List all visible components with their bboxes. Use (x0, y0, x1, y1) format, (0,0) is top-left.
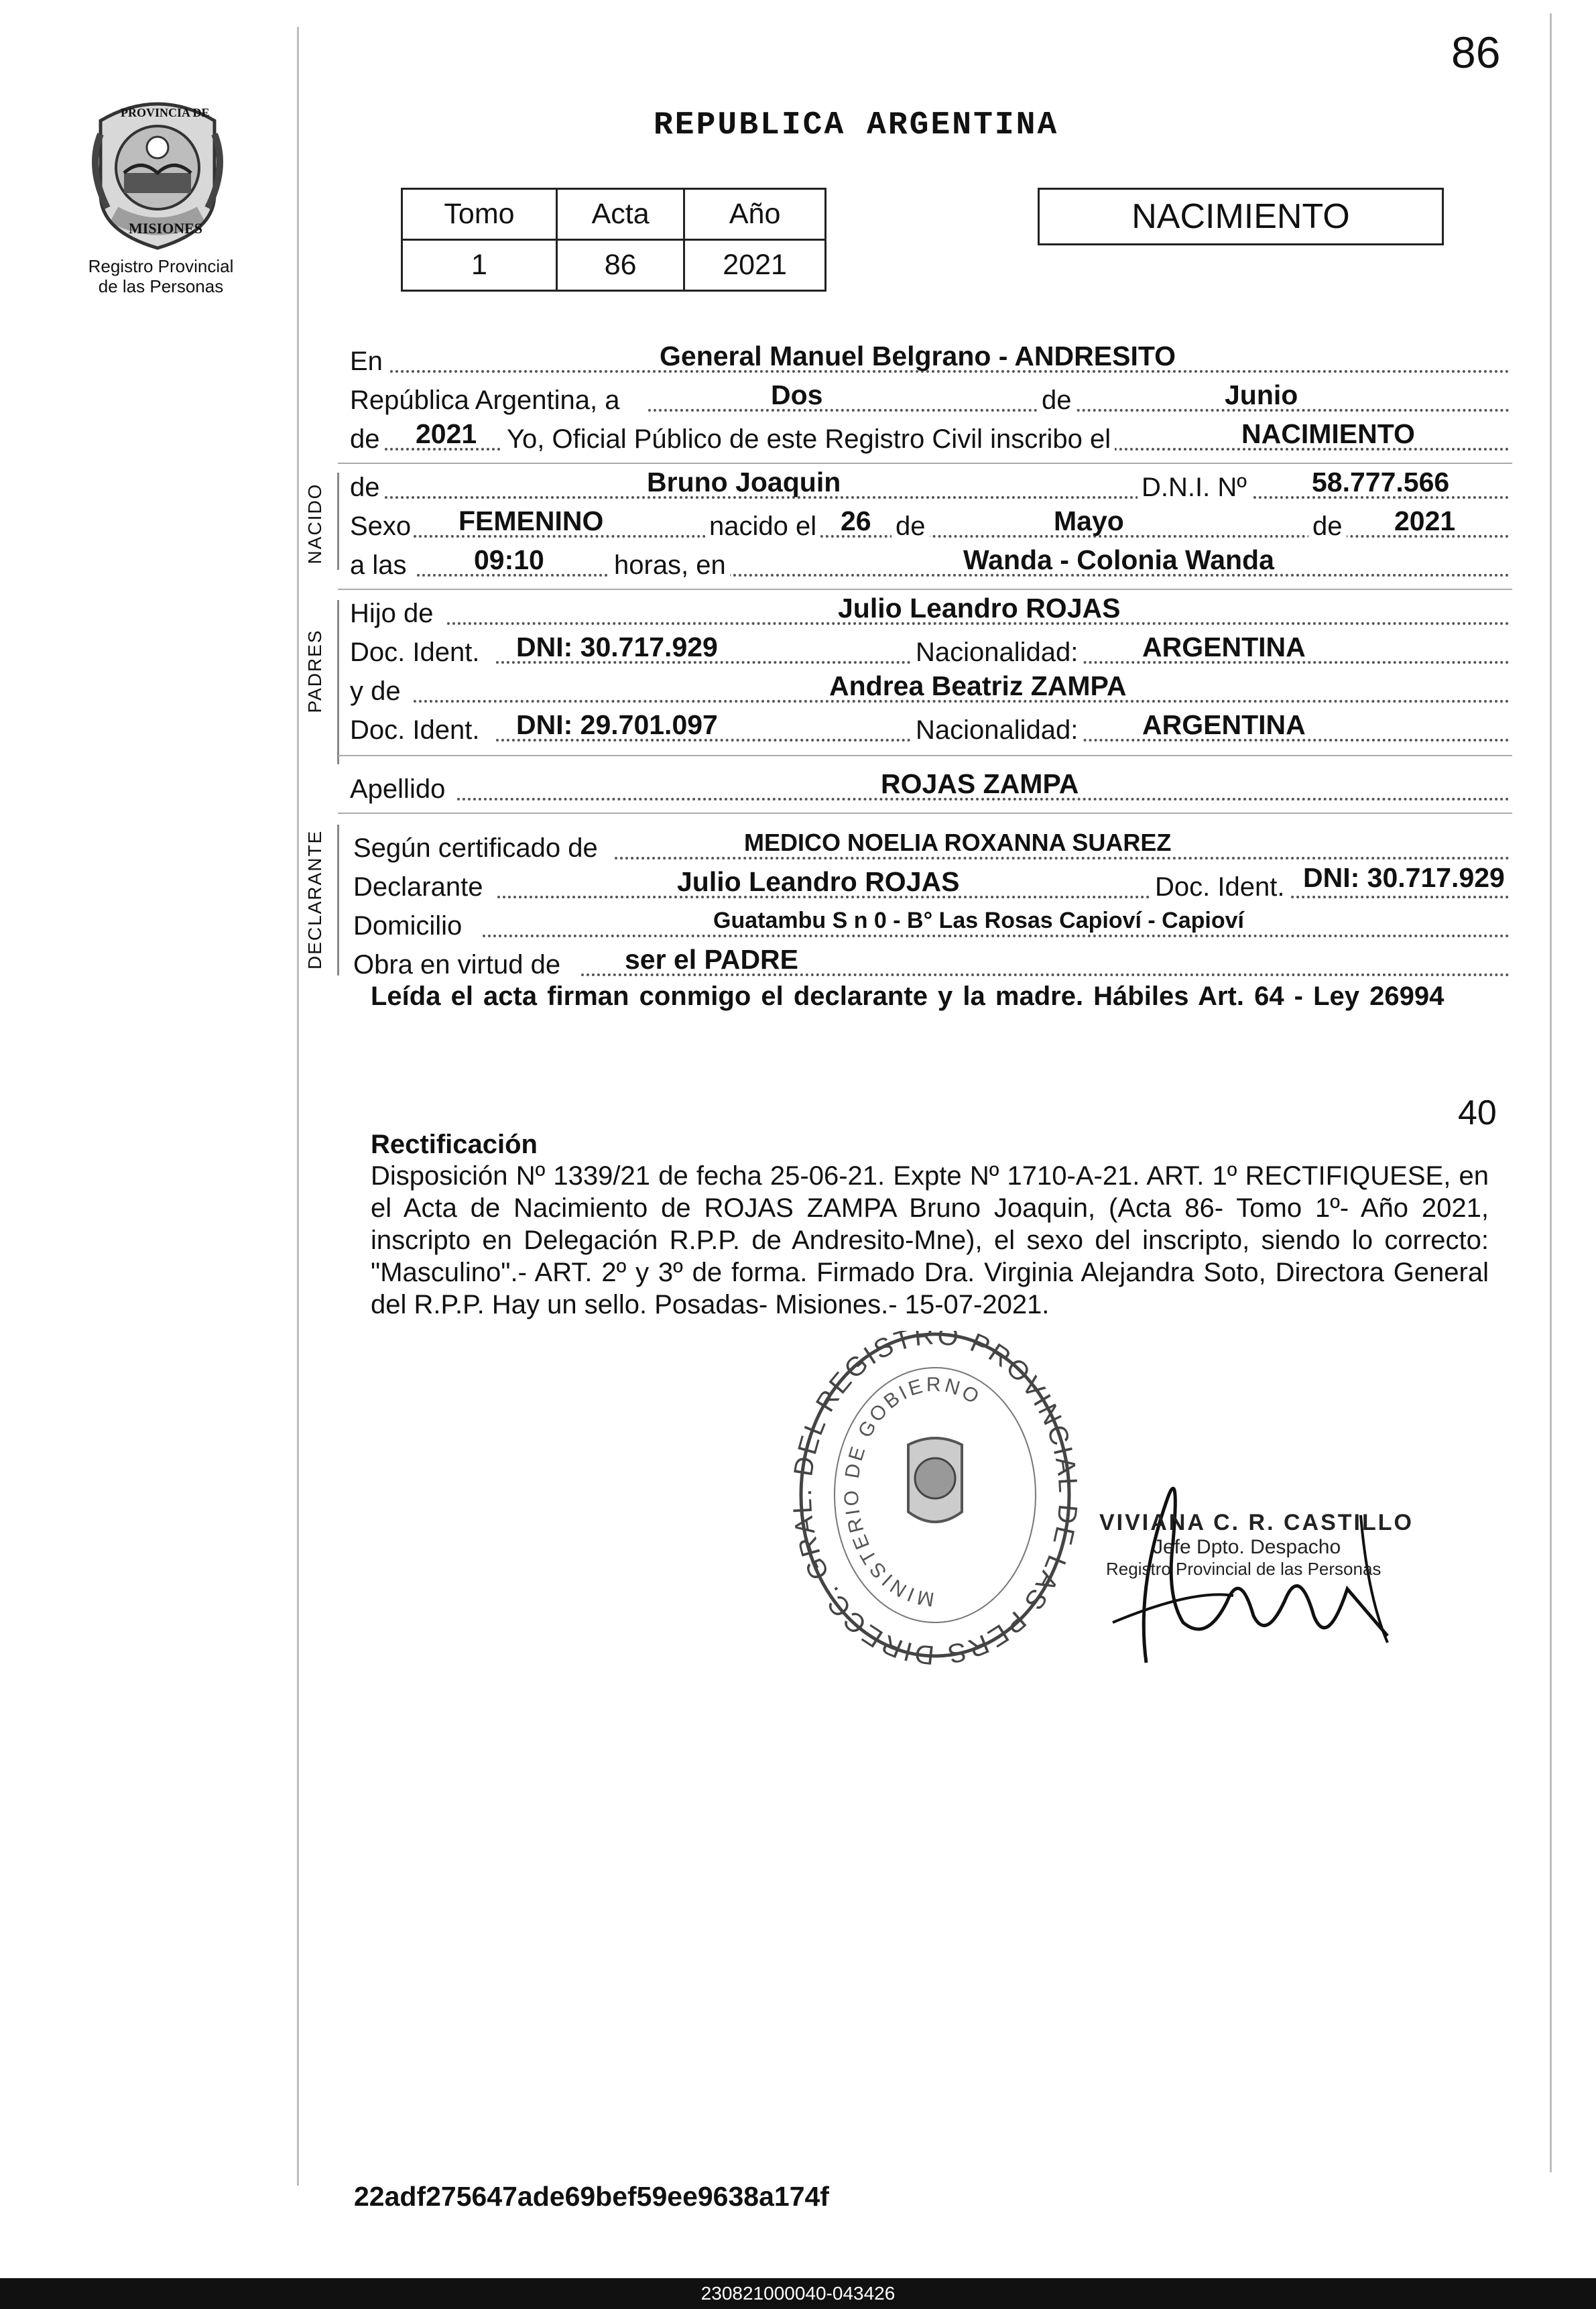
value-dni: 58.777.566 (1312, 467, 1450, 497)
section-bar-declarante (337, 825, 339, 975)
row-hora (350, 540, 1510, 581)
value-nacido-anio: 2021 (1394, 506, 1456, 536)
row-apellido (350, 764, 1510, 805)
value-hora: 09:10 (474, 544, 544, 575)
document-title: REPUBLICA ARGENTINA (654, 107, 1059, 143)
row-hijo (350, 589, 1510, 629)
row-declarante (350, 862, 1510, 902)
value-lugar: Wanda - Colonia Wanda (963, 544, 1274, 575)
official-stamp (791, 1331, 1079, 1679)
value-nacido-mes: Mayo (1054, 506, 1124, 536)
section-separator (338, 813, 1512, 814)
label-de-mes: de (1039, 385, 1075, 416)
value-sexo: FEMENINO (458, 506, 604, 536)
section-bar-padres (337, 600, 339, 764)
value-nac2: ARGENTINA (1142, 709, 1306, 740)
value-padre: Julio Leandro ROJAS (838, 593, 1121, 624)
value-mes: Junio (1225, 379, 1298, 410)
value-decl-doc: DNI: 30.717.929 (1303, 862, 1505, 893)
row-nombre (350, 463, 1510, 503)
row-en (350, 337, 1510, 377)
label-doc2: Doc. Ident. (350, 715, 480, 745)
row-domicilio (350, 901, 1510, 941)
value-inscribo: NACIMIENTO (1241, 418, 1415, 449)
label-nombre: de (350, 473, 380, 502)
label-certificado: Según certificado de (353, 833, 598, 863)
value-nac1: ARGENTINA (1142, 632, 1306, 662)
label-hijo: Hijo de (350, 599, 434, 628)
section-label-nacido: NACIDO (304, 483, 325, 565)
signature-stamp (1099, 1510, 1501, 1580)
row-oficial (350, 414, 1510, 455)
row-obra (350, 940, 1510, 980)
value-doc2: DNI: 29.701.097 (516, 709, 718, 740)
record-table (401, 188, 826, 292)
label-nacido-el: nacido el (705, 511, 820, 542)
signature-stamp-line2: Jefe Dpto. Despacho (1153, 1536, 1341, 1558)
footer-code: 230821000040-043426 (700, 2283, 896, 2304)
label-apellido: Apellido (350, 774, 446, 804)
value-anio: 2021 (416, 418, 477, 449)
dotted-line (497, 896, 1510, 898)
table-value-anio: 2021 (684, 240, 826, 291)
section-separator (338, 755, 1512, 756)
label-nac1: Nacionalidad: (912, 637, 1082, 668)
label-en: En (350, 347, 383, 376)
seal-bottom-text: MISIONES (129, 220, 203, 237)
table-header-anio: Año (684, 189, 826, 240)
value-nacido-dia: 26 (841, 506, 871, 536)
footer-bar (0, 2278, 1596, 2309)
closing-statement: Leída el acta firman conmigo el declarante y la madre. Hábiles Art. 64 - Ley 26994 (371, 982, 1445, 1011)
section-bar-nacido (337, 473, 339, 570)
value-declarante: Julio Leandro ROJAS (677, 866, 960, 897)
margin-number: 40 (1458, 1093, 1497, 1132)
label-doc1: Doc. Ident. (350, 638, 480, 667)
section-label-declarante: DECLARANTE (304, 829, 325, 969)
label-sexo: Sexo (350, 512, 412, 541)
stamp-outer-text: DIRECC. GRA DEL REGISTRO PROVINCIA E LAS PERS (791, 1331, 1079, 1670)
label-dni: D.N.I. Nº (1138, 472, 1251, 503)
signature-stamp-line3: Registro Provincial de las Personas (1106, 1559, 1382, 1579)
table-value-tomo: 1 (402, 240, 557, 291)
label-declarante: Declarante (353, 872, 483, 902)
logo-caption-line1: Registro Provincial (88, 256, 234, 276)
row-sexo (350, 501, 1510, 542)
page-number: 86 (1451, 27, 1501, 77)
table-value-acta: 86 (557, 240, 684, 291)
label-alas: a las (350, 550, 407, 580)
label-oficial: Yo, Oficial Público de este Registro Civil inscribo el (503, 424, 1115, 455)
right-margin-line (1550, 13, 1552, 2172)
row-yde (350, 666, 1510, 707)
logo-caption (60, 256, 261, 296)
label-domicilio: Domicilio (353, 911, 463, 941)
rectificacion-heading: Rectificación (371, 1130, 538, 1159)
value-certificado: MEDICO NOELIA ROXANNA SUAREZ (744, 829, 1172, 856)
value-apellido: ROJAS ZAMPA (881, 768, 1079, 799)
row-republica (350, 375, 1510, 416)
row-doc2 (350, 705, 1510, 746)
value-madre: Andrea Beatriz ZAMPA (829, 670, 1127, 701)
stamp-inner-text: MINISTERIO DE GOBIERNO (840, 1373, 985, 1610)
section-label-padres: PADRES (304, 629, 325, 713)
value-obra: ser el PADRE (625, 944, 799, 975)
record-type-box: NACIMIENTO (1038, 188, 1444, 245)
province-seal-logo (87, 94, 228, 255)
table-header-acta: Acta (557, 189, 684, 240)
rectificacion-body: Disposición Nº 1339/21 de fecha 25-06-21. Expte Nº 1710-A-21. ART. 1º RECTIFIQUESE, en el Acta de Nacimiento de ROJAS ZAMPA Bruno Joaquin, (Acta 86- Tomo 1º- Año 2021, inscripto en Delegación R.P.P. de Andresito-Mne), el sexo del inscripto, siendo lo correcto: "Masculino".- ART. 2º y 3º de forma. Firmado Dra. Virginia Alejandra Soto, Directora General del R.P.P. Hay un sello. Posadas- Misiones.- 15-07-2021. (371, 1161, 1489, 1319)
label-decl-doc: Doc. Ident. (1151, 872, 1288, 902)
value-doc1: DNI: 30.717.929 (516, 632, 718, 662)
value-domicilio: Guatambu S n 0 - B° Las Rosas Capioví - Capioví (713, 908, 1244, 933)
table-header-tomo: Tomo (402, 189, 557, 240)
label-yde: y de (350, 676, 401, 706)
left-margin-line (297, 27, 299, 2186)
label-nacido-de2: de (1308, 511, 1347, 542)
label-horas-en: horas, en (610, 550, 730, 581)
value-en: General Manuel Belgrano - ANDRESITO (660, 341, 1176, 371)
label-republica: República Argentina, a (350, 386, 620, 415)
logo-caption-line2: de las Personas (98, 276, 224, 296)
value-dia: Dos (771, 379, 823, 410)
value-nombre: Bruno Joaquin (647, 467, 841, 497)
label-nac2: Nacionalidad: (912, 715, 1082, 746)
row-certificado (350, 823, 1510, 864)
seal-top-text: PROVINCIA DE (121, 106, 210, 119)
document-hash: 22adf275647ade69bef59ee9638a174f (354, 2181, 829, 2212)
signature-stamp-line1: VIVIANA C. R. CASTILLO (1099, 1510, 1414, 1535)
label-de-anio: de (350, 424, 380, 454)
row-doc1 (350, 628, 1510, 668)
label-obra: Obra en virtud de (353, 950, 561, 980)
label-nacido-de: de (892, 511, 930, 542)
